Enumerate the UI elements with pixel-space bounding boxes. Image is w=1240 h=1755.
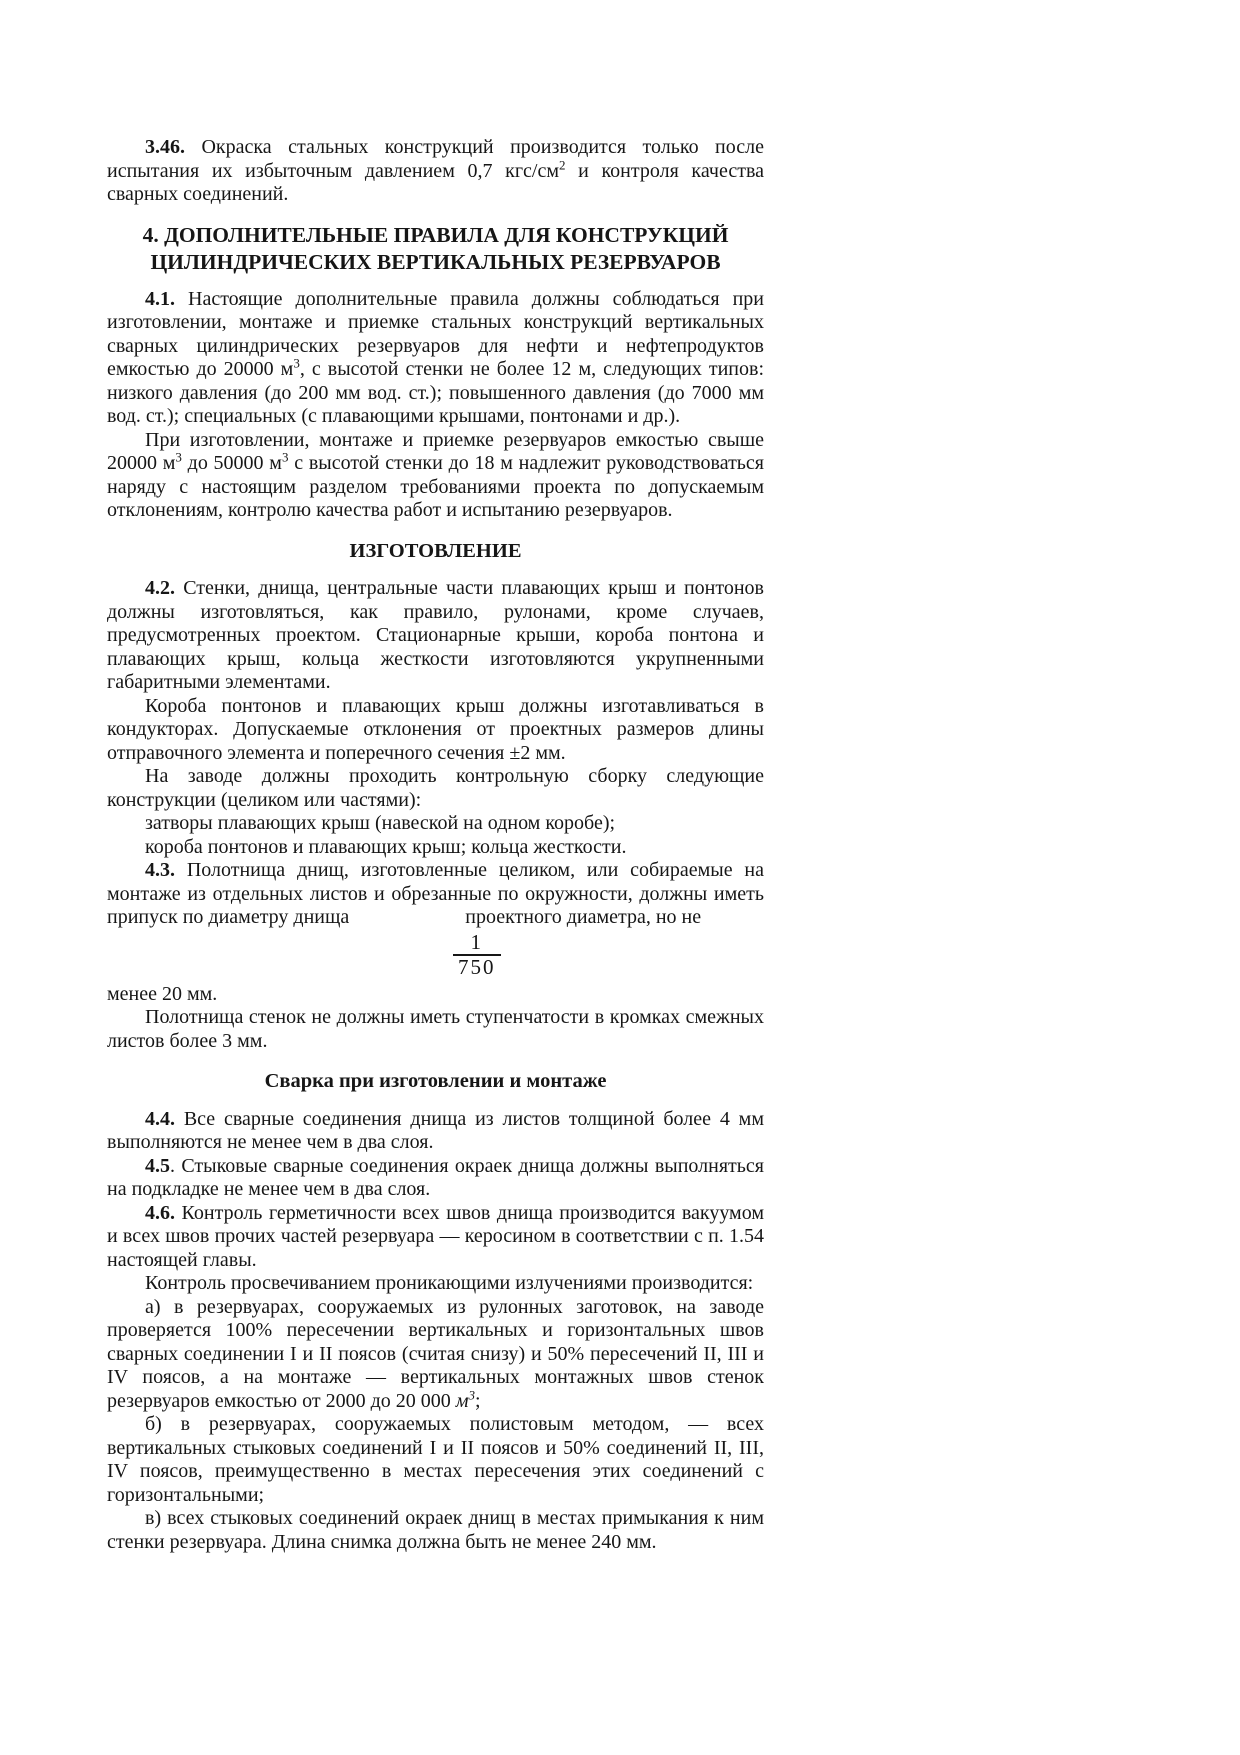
clause-number: 4.1.	[145, 287, 175, 310]
wall-panels-paragraph: Полотнища стенок не должны иметь ступенчатости в кромках смежных листов более 3 мм.	[107, 1006, 764, 1052]
clause-text: , с высотой стенки не более 12 м, следующих типов: низкого давления (до 200 мм вод. ст.); повышенного давления (до 7000 мм вод. ст.); специальных (с плавающими крышами, понтонами и др.).	[107, 358, 765, 427]
paragraph-text: до 50000 м	[181, 452, 282, 474]
superscript: 3	[175, 449, 182, 465]
superscript: 3	[293, 355, 300, 371]
clause-text: Контроль герметичности всех швов днища производится вакуумом и всех швов прочих частей резервуара — керосином в соответствии с п. 1.54 настоящей главы.	[107, 1201, 764, 1271]
list-item-shutters: затворы плавающих крыш (навеской на одном коробе);	[145, 812, 616, 834]
list-item-boxes: короба понтонов и плавающих крыш; кольца жесткости.	[145, 835, 627, 858]
section-4-heading	[107, 222, 764, 276]
clause-number: 4.3.	[145, 859, 175, 881]
clause-3-46-paragraph	[107, 136, 764, 207]
welding-heading: Сварка при изготовлении и монтаже	[264, 1070, 607, 1092]
clause-4-5-paragraph	[107, 1155, 764, 1202]
item-a-paragraph	[107, 1296, 764, 1414]
clause-text: Настоящие дополнительные правила должны соблюдаться при изготовлении, монтаже и приемке стальных конструкций вертикальных сварных цилиндрических резервуаров для нефти и нефтепродуктов емкостью до 20000 м	[107, 287, 764, 380]
fraction	[453, 931, 501, 979]
manufacturing-heading: ИЗГОТОВЛЕНИЕ	[349, 539, 522, 562]
clause-4-6-paragraph	[107, 1202, 764, 1273]
paragraph-text: При изготовлении, монтаже и приемке резервуаров емкостью свыше 20000 м	[107, 428, 764, 474]
clause-text: и контроля качества сварных соединений.	[107, 159, 764, 205]
text-column	[107, 136, 764, 1554]
fraction-denominator: 750	[453, 954, 501, 979]
unit-italic: м	[455, 1389, 469, 1412]
clause-number: 4.2.	[145, 577, 175, 599]
clause-text: Полотнища днищ, изготовленные целиком, или собираемые на монтаже из отдельных листов и обрезанные по окружности, должны иметь припуск по диаметру днища	[107, 859, 764, 928]
factory-assembly-paragraph: На заводе должны проходить контрольную сборку следующие конструкции (целиком или частями):	[107, 765, 764, 811]
item-text: ;	[475, 1389, 481, 1412]
clause-number: 4.4.	[145, 1107, 175, 1130]
superscript: 3	[468, 1386, 476, 1402]
clause-number: 4.6.	[145, 1201, 175, 1224]
clause-number: 3.46.	[145, 136, 185, 158]
clause-4-2-paragraph	[107, 577, 764, 695]
section-heading-line1: 4. ДОПОЛНИТЕЛЬНЫЕ ПРАВИЛА ДЛЯ КОНСТРУКЦИЙ	[142, 222, 729, 247]
superscript: 3	[281, 449, 289, 465]
clause-text: Окраска стальных конструкций производится только после испытания их избыточным давлением 0,7 кгс/см	[107, 136, 764, 182]
pontoon-boxes-paragraph: Короба понтонов и плавающих крыш должны изготавливаться в кондукторах. Допускаемые отклонения от проектных размеров длины отправочного элемента и поперечного сечения ±2 мм.	[107, 694, 764, 764]
paragraph-text: с высотой стенки до 18 м надлежит руководствоваться наряду с настоящим разделом требованиями проекта по допускаемым отклонениям, контролю качества работ и испытанию резервуаров.	[107, 452, 765, 521]
item-b-paragraph: б) в резервуарах, сооружаемых полистовым методом, — всех вертикальных стыковых соединений I и II поясов и 50% соединений II, III, IV поясов, преимущественно в местах пересечения этих соединений с горизонтальными;	[107, 1413, 764, 1506]
radiographic-control-paragraph: Контроль просвечиванием проникающими излучениями производится:	[145, 1272, 754, 1294]
clause-text: Все сварные соединения днища из листов толщиной более 4 мм выполняются не менее чем в два слоя.	[107, 1107, 764, 1153]
clause-4-1-paragraph	[107, 288, 764, 429]
section-heading-line2: ЦИЛИНДРИЧЕСКИХ ВЕРТИКАЛЬНЫХ РЕЗЕРВУАРОВ	[150, 249, 721, 274]
item-v-paragraph: в) всех стыковых соединений окраек днищ в местах примыкания к ним стенки резервуара. Длина снимка должна быть не менее 240 мм.	[107, 1507, 764, 1553]
clause-number: 4.5	[145, 1154, 170, 1177]
clause-text: проектного диаметра, но не	[465, 906, 702, 928]
superscript: 2	[559, 156, 566, 172]
clause-4-3-paragraph	[107, 859, 764, 930]
item-text: а) в резервуарах, сооружаемых из рулонных заготовок, на заводе проверяется 100% пересечении вертикальных и горизонтальных швов сварных соединении I и II поясов (считая снизу) и 50% пересечений II, III и IV поясов, а на монтаже — вертикальных монтажных швов стенок резервуаров емкостью от 2000 до 20 000	[107, 1295, 764, 1412]
min-20mm-line: менее 20 мм.	[107, 982, 218, 1005]
clause-4-4-paragraph	[107, 1108, 764, 1155]
tanks-over-20000-paragraph	[107, 429, 764, 523]
clause-text: . Стыковые сварные соединения окраек днища должны выполняться на подкладке не менее чем в два слоя.	[107, 1154, 764, 1200]
fraction-numerator: 1	[470, 929, 483, 954]
fraction-1-750	[453, 931, 764, 979]
clause-text: Стенки, днища, центральные части плавающих крыш и понтонов должны изготовляться, как правило, рулонами, кроме случаев, предусмотренных проектом. Стационарные крыши, короба понтона и плавающих крыш, кольца жесткости изготовляются укрупненными габаритными элементами.	[107, 577, 764, 693]
